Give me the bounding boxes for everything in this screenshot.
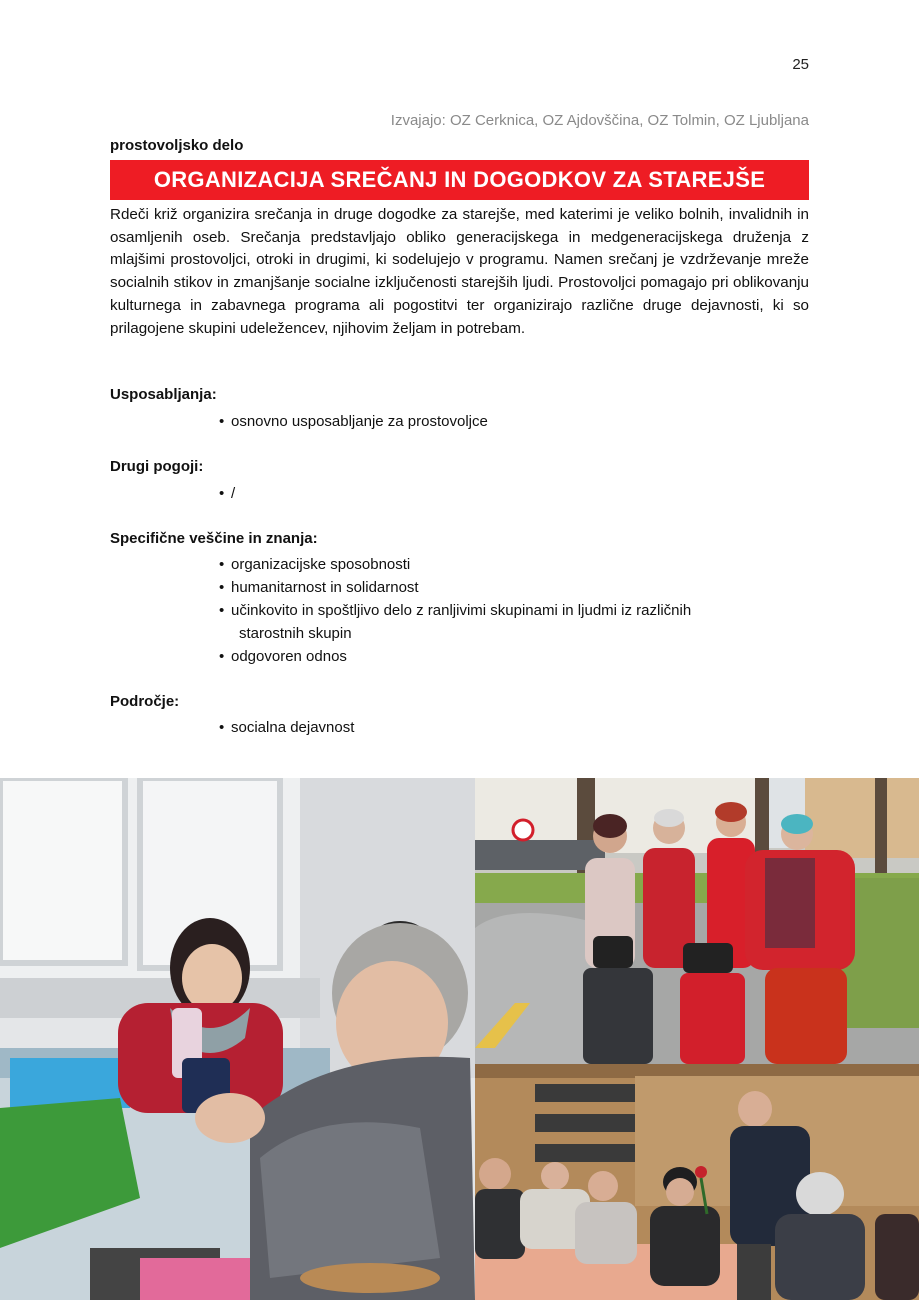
list-item-text: učinkovito in spoštljivo delo z ranljivimi skupinami in ljudmi iz različnih — [231, 602, 692, 619]
list-item: • osnovno usposabljanje za prostovoljce — [219, 410, 488, 433]
title-bar — [110, 160, 809, 200]
performers-line: Izvajajo: OZ Cerknica, OZ Ajdovščina, OZ Tolmin, OZ Ljubljana — [390, 112, 809, 129]
page-title: ORGANIZACIJA SREČANJ IN DOGODKOV ZA STAREJŠE — [153, 167, 766, 192]
page-number: 25 — [792, 56, 809, 73]
list-item — [219, 599, 791, 645]
skills-heading: Specifične veščine in znanja: — [110, 530, 318, 547]
training-heading: Usposabljanja: — [110, 386, 217, 403]
conditions-heading: Drugi pogoji: — [110, 458, 204, 475]
conditions-list — [219, 482, 235, 505]
outdoor-group-photo — [475, 778, 919, 1064]
workshop-photo — [0, 778, 475, 1300]
skills-list — [219, 553, 791, 668]
list-item: • organizacijske sposobnosti — [219, 553, 791, 576]
intro-paragraph: Rdeči križ organizira srečanja in druge dogodke za starejše, med katerimi je veliko bolnih, invalidnih in osamljenih oseb. Srečanja predstavljajo obliko generacijskega in medgeneracijskega druženja z mlajšimi prostovoljci, otroki in drugimi, ki sodelujejo v programu. Namen srečanj je vzdrževanje mreže socialnih stikov in zmanjšanje socialne izključenosti starejših ljudi. Prostovoljci pomagajo pri oblikovanju kulturnega in zabavnega programa ali pogostitvi ter organizirajo različne druge dejavnosti, ki so prilagojene skupini udeležencev, njihovim željam in potrebam. — [110, 206, 809, 337]
list-item-continuation: starostnih skupin — [239, 625, 352, 642]
hall-gathering-photo — [475, 1064, 919, 1300]
list-item: • odgovoren odnos — [219, 645, 791, 668]
list-item: • / — [219, 482, 235, 505]
field-list — [219, 716, 354, 739]
category-label: prostovoljsko delo — [110, 137, 244, 154]
list-item: • socialna dejavnost — [219, 716, 354, 739]
list-item: • humanitarnost in solidarnost — [219, 576, 791, 599]
field-heading: Področje: — [110, 693, 180, 710]
training-list — [219, 410, 488, 433]
